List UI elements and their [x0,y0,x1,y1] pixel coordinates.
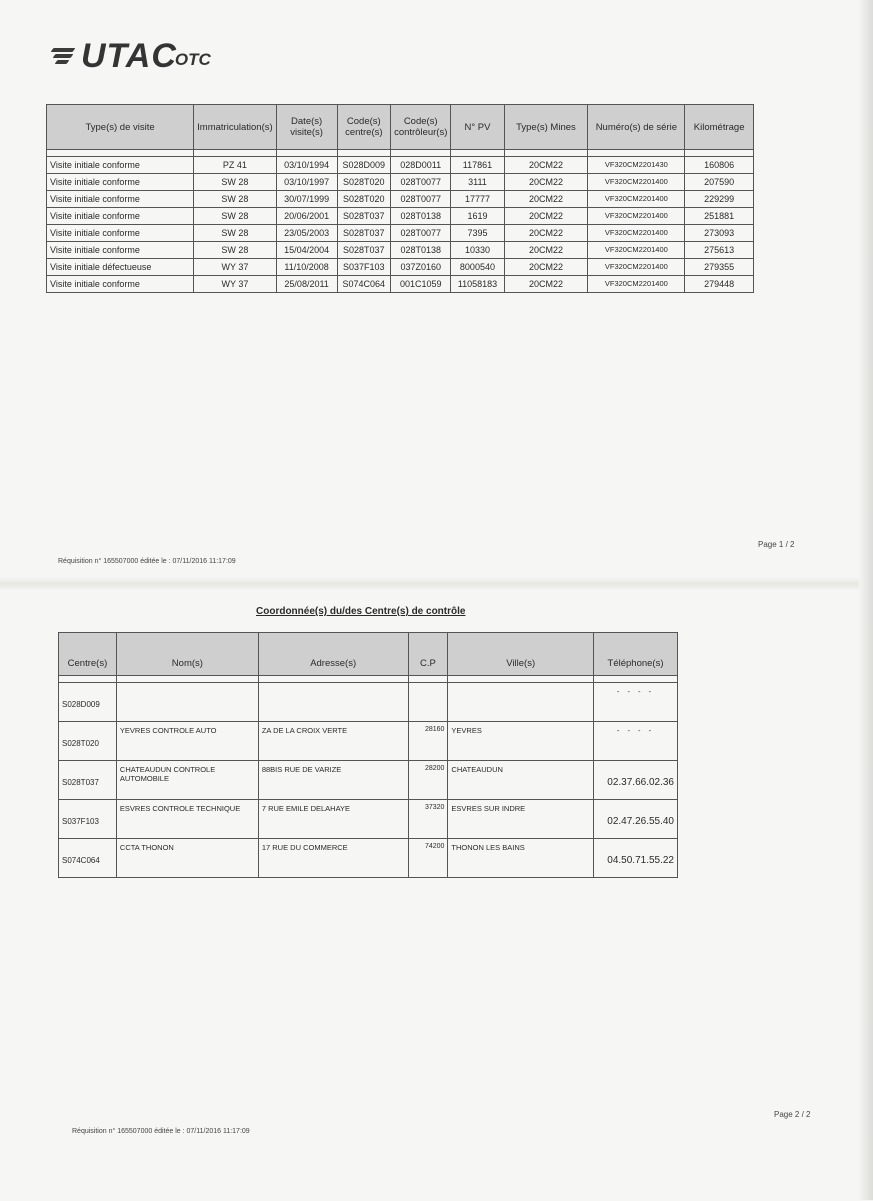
cell-nom: CHATEAUDUN CONTROLE AUTOMOBILE [116,761,258,800]
cell-nom: ESVRES CONTROLE TECHNIQUE [116,800,258,839]
header-cp: C.P [408,633,448,676]
header-type: Type(s) de visite [47,105,194,150]
cell-date: 23/05/2003 [276,225,337,242]
cell-ville: THONON LES BAINS [448,839,594,878]
table-row [59,683,678,722]
cell-type: Visite initiale conforme [47,174,194,191]
cell-controleur: 028T0138 [391,208,451,225]
cell-ville: CHATEAUDUN [448,761,594,800]
table-row [47,242,754,259]
table-row [47,191,754,208]
cell-telephone: 02.47.26.55.40 [594,800,678,839]
cell-adresse: 88BIS RUE DE VARIZE [258,761,408,800]
header-centre: Centre(s) [59,633,117,676]
cell-pv: 7395 [451,225,504,242]
cell-cp: 28200 [408,761,448,800]
cell-adresse: 17 RUE DU COMMERCE [258,839,408,878]
cell-type: Visite initiale conforme [47,225,194,242]
table-row [47,208,754,225]
cell-mines: 20CM22 [504,157,588,174]
cell-mines: 20CM22 [504,242,588,259]
centres-table [58,632,678,878]
cell-date: 03/10/1997 [276,174,337,191]
table-row [59,800,678,839]
header-controleur: Code(s) contrôleur(s) [391,105,451,150]
cell-date: 15/04/2004 [276,242,337,259]
cell-nom [116,683,258,722]
cell-mines: 20CM22 [504,208,588,225]
cell-date: 11/10/2008 [276,259,337,276]
cell-immat: SW 28 [194,208,277,225]
header-serie: Numéro(s) de série [588,105,685,150]
cell-serie: VF320CM2201400 [588,276,685,293]
cell-serie: VF320CM2201400 [588,259,685,276]
centres-section-title: Coordonnée(s) du/des Centre(s) de contrôle [256,606,466,617]
cell-km: 273093 [685,225,754,242]
cell-serie: VF320CM2201400 [588,191,685,208]
cell-centre: S028T020 [337,191,391,208]
cell-km: 207590 [685,174,754,191]
cell-nom: YEVRES CONTROLE AUTO [116,722,258,761]
cell-serie: VF320CM2201400 [588,242,685,259]
cell-controleur: 001C1059 [391,276,451,293]
cell-immat: SW 28 [194,174,277,191]
cell-pv: 8000540 [451,259,504,276]
cell-pv: 3111 [451,174,504,191]
cell-pv: 117861 [451,157,504,174]
cell-controleur: 028T0077 [391,174,451,191]
cell-immat: WY 37 [194,276,277,293]
cell-mines: 20CM22 [504,174,588,191]
table-row [47,259,754,276]
logo-wing-icon [52,44,78,68]
cell-telephone: - - - - [594,722,678,761]
cell-mines: 20CM22 [504,225,588,242]
cell-mines: 20CM22 [504,191,588,208]
cell-centre: S028T037 [337,242,391,259]
cell-date: 25/08/2011 [276,276,337,293]
cell-type: Visite initiale conforme [47,242,194,259]
cell-date: 20/06/2001 [276,208,337,225]
cell-pv: 1619 [451,208,504,225]
cell-centre: S028T020 [59,722,117,761]
cell-date: 30/07/1999 [276,191,337,208]
cell-immat: SW 28 [194,242,277,259]
cell-cp: 28160 [408,722,448,761]
cell-centre: S028T020 [337,174,391,191]
cell-controleur: 028T0077 [391,191,451,208]
cell-telephone: - - - - [594,683,678,722]
cell-type: Visite initiale conforme [47,276,194,293]
visits-table [46,104,754,293]
cell-km: 160806 [685,157,754,174]
paper-edge [859,0,873,1200]
header-ville: Ville(s) [448,633,594,676]
cell-type: Visite initiale conforme [47,157,194,174]
cell-date: 03/10/1994 [276,157,337,174]
cell-adresse [258,683,408,722]
cell-centre: S028D009 [59,683,117,722]
cell-serie: VF320CM2201400 [588,208,685,225]
cell-km: 229299 [685,191,754,208]
header-km: Kilométrage [685,105,754,150]
cell-mines: 20CM22 [504,259,588,276]
cell-controleur: 028D0011 [391,157,451,174]
header-pv: N° PV [451,105,504,150]
logo-sub: OTC [174,50,211,69]
cell-adresse: ZA DE LA CROIX VERTE [258,722,408,761]
utac-otc-logo [52,38,211,74]
cell-centre: S037F103 [337,259,391,276]
cell-immat: SW 28 [194,225,277,242]
table-row [47,276,754,293]
cell-km: 279355 [685,259,754,276]
cell-centre: S037F103 [59,800,117,839]
cell-telephone: 02.37.66.02.36 [594,761,678,800]
cell-km: 279448 [685,276,754,293]
cell-km: 251881 [685,208,754,225]
logo-word: UTAC [81,36,177,75]
cell-type: Visite initiale conforme [47,191,194,208]
cell-centre: S028T037 [59,761,117,800]
table-row [59,761,678,800]
cell-immat: PZ 41 [194,157,277,174]
header-mines: Type(s) Mines [504,105,588,150]
cell-cp [408,683,448,722]
cell-km: 275613 [685,242,754,259]
cell-cp: 37320 [408,800,448,839]
table-row [59,839,678,878]
cell-pv: 11058183 [451,276,504,293]
cell-centre: S028T037 [337,208,391,225]
cell-centre: S074C064 [59,839,117,878]
cell-centre: S074C064 [337,276,391,293]
cell-controleur: 037Z0160 [391,259,451,276]
cell-centre: S028D009 [337,157,391,174]
page-1 [0,0,873,588]
cell-type: Visite initiale conforme [47,208,194,225]
cell-ville: YEVRES [448,722,594,761]
header-centre: Code(s) centre(s) [337,105,391,150]
page-2-footer: Réquisition n° 165507000 éditée le : 07/11/2016 11:17:09 [72,1128,250,1135]
cell-pv: 17777 [451,191,504,208]
cell-serie: VF320CM2201400 [588,225,685,242]
cell-cp: 74200 [408,839,448,878]
header-date: Date(s) visite(s) [276,105,337,150]
table-row [59,722,678,761]
cell-immat: WY 37 [194,259,277,276]
header-telephone: Téléphone(s) [594,633,678,676]
header-adresse: Adresse(s) [258,633,408,676]
cell-ville: ESVRES SUR INDRE [448,800,594,839]
page-1-number: Page 1 / 2 [758,540,795,549]
cell-immat: SW 28 [194,191,277,208]
cell-centre: S028T037 [337,225,391,242]
page-2-number: Page 2 / 2 [774,1110,811,1119]
cell-ville [448,683,594,722]
header-nom: Nom(s) [116,633,258,676]
cell-telephone: 04.50.71.55.22 [594,839,678,878]
cell-nom: CCTA THONON [116,839,258,878]
table-row [47,225,754,242]
page-1-footer: Réquisition n° 165507000 éditée le : 07/11/2016 11:17:09 [58,558,236,565]
cell-serie: VF320CM2201400 [588,174,685,191]
table-row [47,157,754,174]
cell-mines: 20CM22 [504,276,588,293]
cell-controleur: 028T0138 [391,242,451,259]
cell-type: Visite initiale défectueuse [47,259,194,276]
paper-fold [0,578,873,590]
table-row [47,174,754,191]
cell-serie: VF320CM2201430 [588,157,685,174]
cell-pv: 10330 [451,242,504,259]
header-immat: Immatriculation(s) [194,105,277,150]
cell-controleur: 028T0077 [391,225,451,242]
cell-adresse: 7 RUE EMILE DELAHAYE [258,800,408,839]
